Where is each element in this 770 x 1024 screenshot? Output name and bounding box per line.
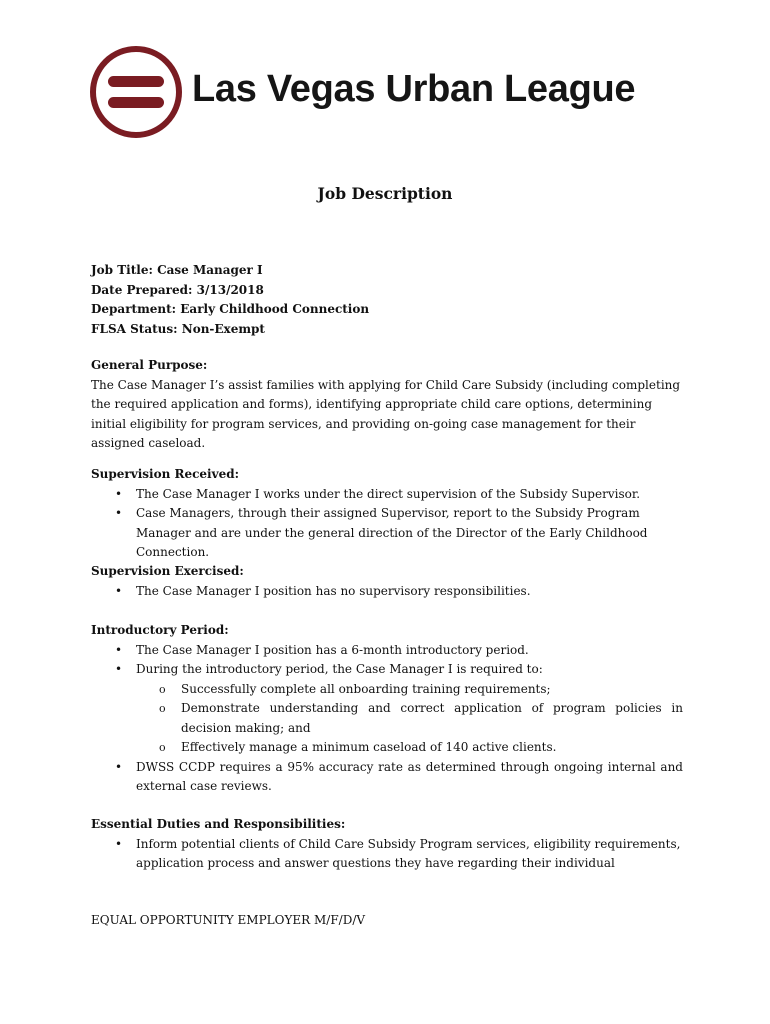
page-footer: EQUAL OPPORTUNITY EMPLOYER M/F/D/V: [91, 913, 366, 927]
supervision-exercised-heading: Supervision Exercised:: [91, 564, 244, 578]
introductory-period-heading: Introductory Period:: [91, 623, 229, 637]
sub-list-item: o Demonstrate understanding and correct application of program policies in decision making; and: [136, 699, 683, 738]
general-purpose-heading: General Purpose:: [91, 358, 208, 372]
department-line: Department: Early Childhood Connection: [91, 302, 370, 316]
supervision-exercised-section: [91, 562, 683, 601]
supervision-received-section: [91, 465, 683, 563]
general-purpose-section: [91, 356, 683, 454]
supervision-received-heading: Supervision Received:: [91, 467, 240, 481]
general-purpose-text: The Case Manager I’s assist families with applying for Child Care Subsidy (including completing the required application and forms), identifying appropriate child care options, determining initial eligibility for program services, and providing on-going case management for their assigned caseload.: [91, 377, 681, 450]
essential-duties-section: [91, 815, 683, 874]
list-item: [91, 660, 683, 758]
essential-duties-heading: Essential Duties and Responsibilities:: [91, 817, 346, 831]
equal-sign-logo-icon: [88, 44, 184, 140]
list-item: • The Case Manager I position has a 6-month introductory period.: [91, 641, 683, 661]
list-item: • DWSS CCDP requires a 95% accuracy rate as determined through ongoing internal and external case reviews.: [91, 758, 683, 797]
flsa-status-line: FLSA Status: Non-Exempt: [91, 321, 265, 336]
list-item-text: During the introductory period, the Case Manager I is required to:: [136, 662, 543, 676]
job-meta: [91, 261, 369, 339]
list-item: • Inform potential clients of Child Care Subsidy Program services, eligibility requirements, application process and answer questions they have regarding their individual: [91, 835, 683, 874]
organization-name: Las Vegas Urban League: [192, 68, 636, 110]
sub-list-item: o Successfully complete all onboarding training requirements;: [136, 680, 683, 700]
sub-list-item: o Effectively manage a minimum caseload of 140 active clients.: [136, 738, 683, 758]
document-title: Job Description: [317, 184, 453, 203]
organization-logo: [88, 44, 648, 148]
job-title-line: Job Title: Case Manager I: [91, 263, 263, 277]
introductory-period-section: [91, 621, 683, 797]
list-item: • Case Managers, through their assigned Supervisor, report to the Subsidy Program Manager and are under the general direction of the Director of the Early Childhood Connection.: [91, 504, 683, 563]
date-prepared-line: Date Prepared: 3/13/2018: [91, 282, 264, 297]
list-item: • The Case Manager I works under the direct supervision of the Subsidy Supervisor.: [91, 485, 683, 505]
list-item: • The Case Manager I position has no supervisory responsibilities.: [91, 582, 683, 602]
